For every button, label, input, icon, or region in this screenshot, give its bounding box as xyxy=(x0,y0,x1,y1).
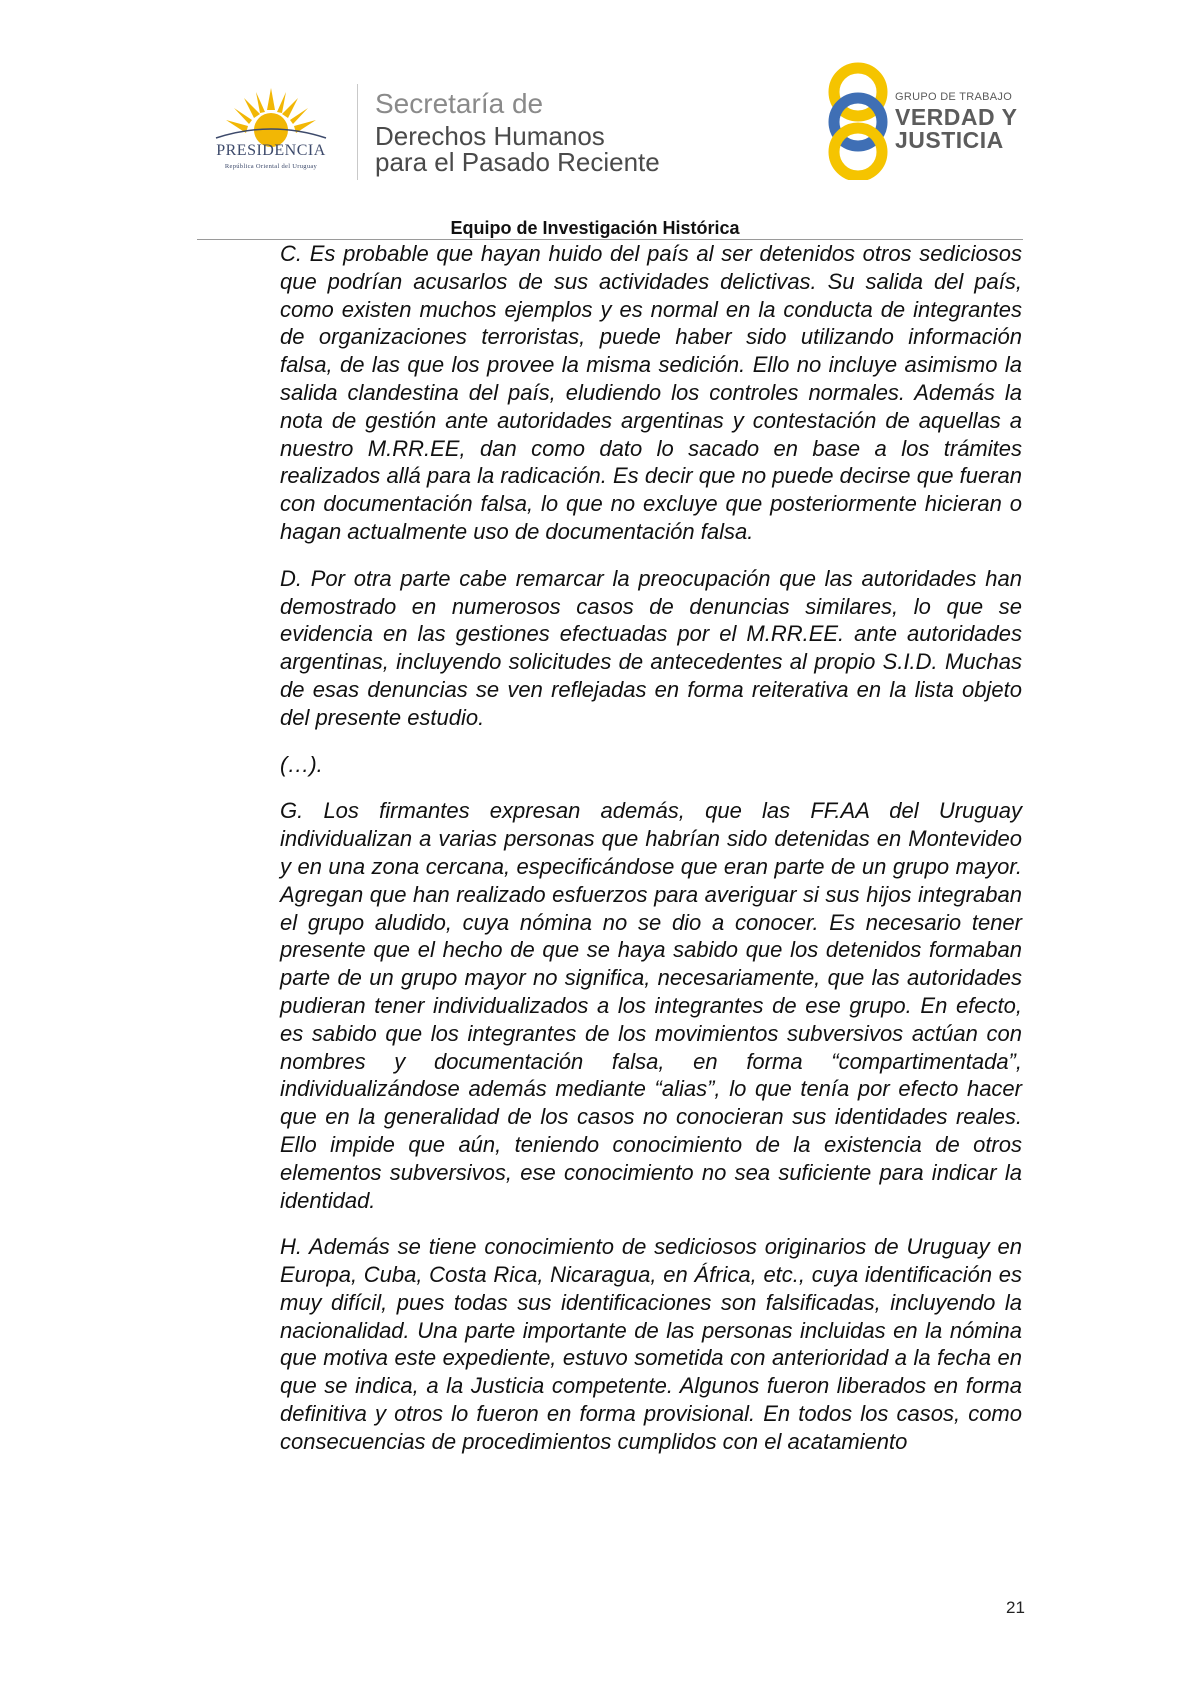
presidencia-name: PRESIDENCIA xyxy=(216,142,326,159)
paragraph-g: G. Los firmantes expresan además, que las FF.AA del Uruguay individualizan a varias personas que habrían sido detenidas en Montevideo y en una zona cercana, especificándose que eran parte de un grupo mayor. Agregan que han realizado esfuerzos para averiguar si sus hijos integraban el grupo aludido, cuya nómina no se dio a conocer. Es necesario tener presente que el hecho de que se haya sabido que los detenidos formaban parte de un grupo mayor no significa, necesariamente, que las autoridades pudieran tener individualizados a los integrantes de ese grupo. En efecto, es sabido que los integrantes de los movimientos subversivos actúan con nombres y documentación falsa, en forma “compartimentada”, individualizándose además mediante “alias”, lo que tenía por efecto hacer que en la generalidad de los casos no conocieran sus identidades reales. Ello impide que aún, teniendo conocimiento de la existencia de otros elementos subversivos, ese conocimiento no sea suficiente para indicar la identidad. xyxy=(280,798,1022,1213)
paragraph-ellipsis: (…). xyxy=(280,751,323,777)
secretaria-line2: Derechos Humanos xyxy=(375,121,605,151)
paragraph-h: H. Además se tiene conocimiento de sediciosos originarios de Uruguay en Europa, Cuba, Costa Rica, Nicaragua, en África, etc., cuya identificación es muy difícil, pues todas sus identificaciones son falsificadas, incluyendo la nacionalidad. Una parte importante de las personas incluidas en la nómina que motiva este expediente, estuvo sometida con anterioridad a la fecha en que se indica, a la Justicia competente. Algunos fueron liberados en forma definitiva y otros lo fueron en forma provisional. En todos los casos, como consecuencias de procedimientos cumplidos con el acatamiento xyxy=(280,1234,1022,1454)
team-heading: Equipo de Investigación Histórica xyxy=(450,218,740,238)
secretaria-line1: Secretaría de xyxy=(375,88,544,119)
page-header xyxy=(0,0,1190,240)
grupo-verdad-justicia-logo xyxy=(823,58,1023,180)
presidencia-logo xyxy=(196,80,346,178)
grupo-label: GRUPO DE TRABAJO xyxy=(895,91,1013,103)
verdad-label: VERDAD Y xyxy=(895,104,1018,130)
paragraph-c: C. Es probable que hayan huido del país al ser detenidos otros sediciosos que podrían acusarlos de sus actividades delictivas. Su salida del país, como existen muchos ejemplos y es normal en la conducta de integrantes de organizaciones terroristas, puede haber sido utilizando información falsa, de las que los provee la misma sedición. Ello no incluye asimismo la salida clandestina del país, eludiendo los controles normales. Además la nota de gestión ante autoridades argentinas y contestación de aquellas a nuestro M.RR.EE, dan como dato lo sacado en base a los trámites realizados allá para la radicación. Es decir que no puede decirse que fueran con documentación falsa, lo que no excluye que posteriormente hicieran o hagan actualmente uso de documentación falsa. xyxy=(280,241,1022,544)
justicia-label: JUSTICIA xyxy=(895,127,1004,153)
presidencia-subtitle: República Oriental del Uruguay xyxy=(224,163,318,170)
linked-rings-icon xyxy=(823,58,893,180)
document-body xyxy=(280,240,1022,1456)
logo-divider xyxy=(357,84,358,180)
paragraph-d: D. Por otra parte cabe remarcar la preocupación que las autoridades han demostrado en numerosos casos de denuncias similares, lo que se evidencia en las gestiones efectuadas por el M.RR.EE. ante autoridades argentinas, incluyendo solicitudes de antecedentes al propio S.I.D. Muchas de esas denuncias se ven reflejadas en forma reiterativa en la lista objeto del presente estudio. xyxy=(280,565,1022,730)
page-number: 21 xyxy=(1006,1598,1025,1617)
secretaria-line3: para el Pasado Reciente xyxy=(375,147,660,177)
